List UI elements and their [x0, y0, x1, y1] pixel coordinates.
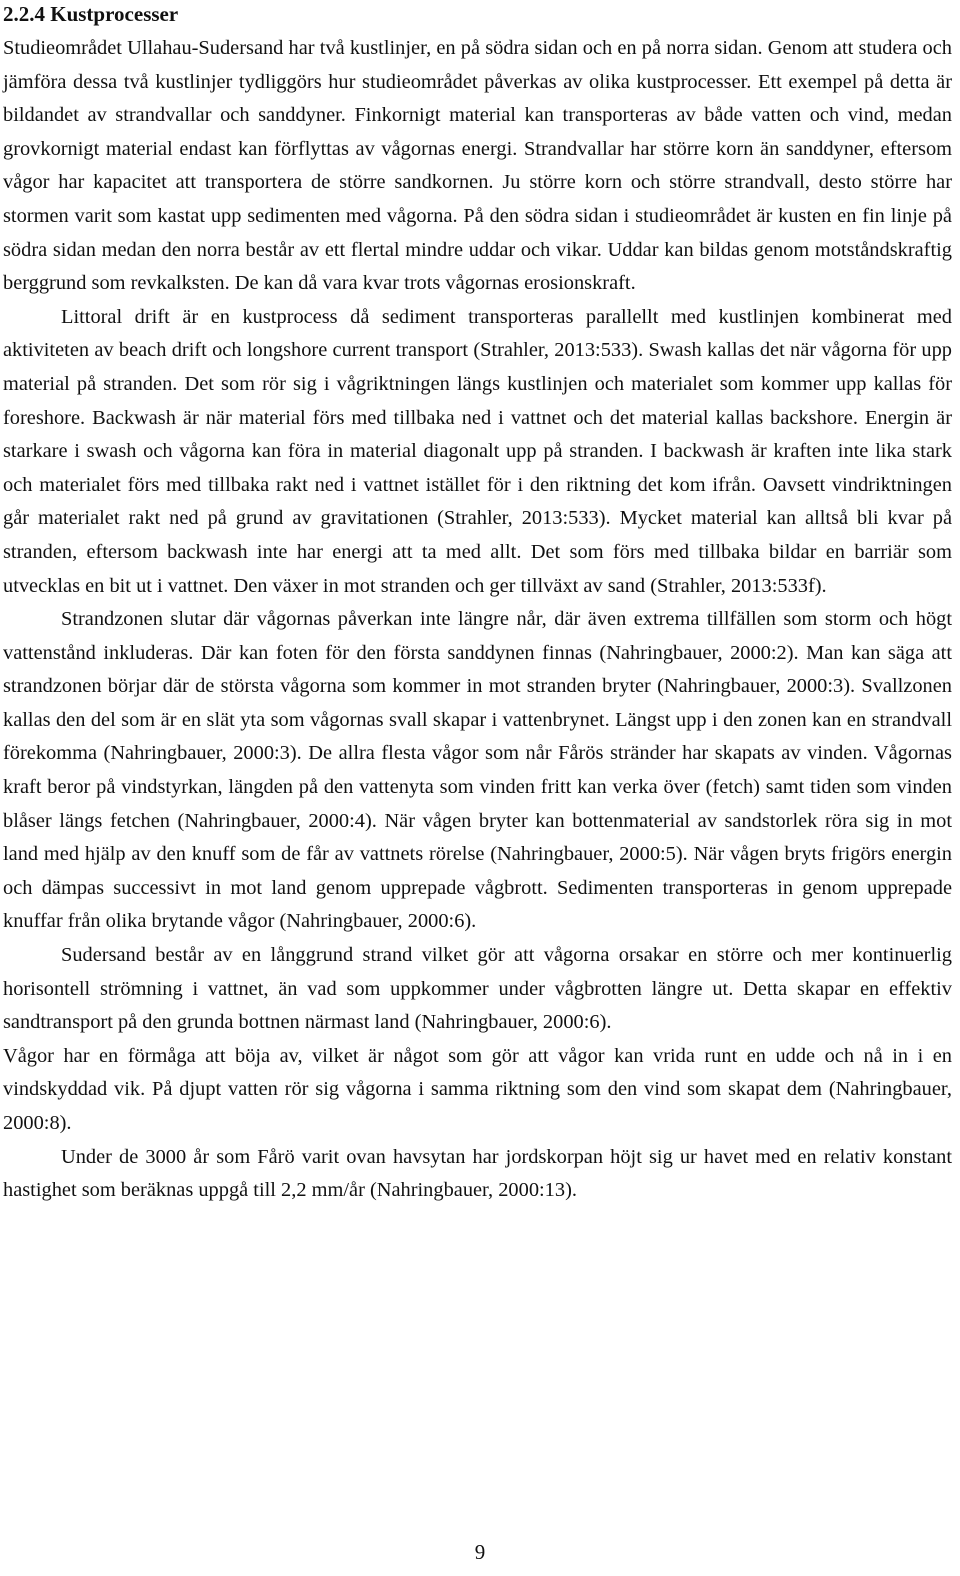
paragraph-sudersand: Sudersand består av en långgrund strand vilket gör att vågorna orsakar en större och mer kontinuerlig horisontell strömning i vattnet, än vad som uppkommer under vågbrotten längre ut. Detta skapar en effektiv sandtransport på den grunda bottnen närmast land (Nahringbauer, 2000:6). [3, 944, 952, 1034]
paragraph-littoral-drift: Littoral drift är en kustprocess då sediment transporteras parallellt med kustlinjen kombinerat med aktiviteten av beach drift och longshore current transport (Strahler, 2013:533). Swash kallas det när vågorna för upp material på stranden. Det som rör sig i vågriktningen längs kustlinjen och materialet som kommer upp kallas för foreshore. Backwash är när material förs med tillbaka ned i vattnet och det material kallas backshore. Energin är starkare i swash och vågorna kan föra in material diagonalt upp på stranden. I backwash är kraften inte lika stark och materialet förs med tillbaka rakt ned i vattnet istället för i den riktning det kom ifrån. Oavsett vindriktningen går materialet rakt ned på grund av gravitationen (Strahler, 2013:533). Mycket material kan alltså bli kvar på stranden, eftersom backwash inte har energi att ta med allt. Det som förs med tillbaka bildar en barriär som utvecklas en bit ut i vattnet. Den växer in mot stranden och ger tillväxt av sand (Strahler, 2013:533f). [3, 305, 952, 597]
section-heading: 2.2.4 Kustprocesser [3, 2, 179, 26]
paragraph-land-uplift: Under de 3000 år som Fårö varit ovan havsytan har jordskorpan höjt sig ur havet med en relativ konstant hastighet som beräknas uppgå till 2,2 mm/år (Nahringbauer, 2000:13). [3, 1145, 952, 1202]
paragraph-wave-refraction: Vågor har en förmåga att böja av, vilket är något som gör att vågor kan vrida runt en udde och nå in i en vindskyddad vik. På djupt vatten rör sig vågorna i samma riktning som den vind som skapat dem (Nahringbauer, 2000:8). [3, 1044, 952, 1134]
page-number: 9 [474, 1540, 486, 1564]
paragraph-coastlines: Studieområdet Ullahau-Sudersand har två kustlinjer, en på södra sidan och en på norra sidan. Genom att studera och jämföra dessa två kustlinjer tydliggörs hur studieområdet påverkas av olika kustprocesser. Ett exempel på detta är bildandet av strandvallar och sanddyner. Finkornigt material kan transporteras av både vatten och vind, medan grovkornigt material endast kan förflyttas av vågornas energi. Strandvallar har större korn än sanddyner, eftersom vågor har kapacitet att transportera de större sandkornen. Ju större korn och större strandvall, desto större har stormen varit som kastat upp sedimenten med vågorna. På den södra sidan i studieområdet är kusten en fin linje på södra sidan medan den norra består av ett flertal mindre uddar och vikar. Uddar kan bildas genom motståndskraftig berggrund som revkalksten. De kan då vara kvar trots vågornas erosionskraft. [3, 37, 952, 295]
paragraph-beach-zone: Strandzonen slutar där vågornas påverkan inte längre når, där även extrema tillfällen som storm och högt vattenstånd inkluderas. Där kan foten för den första sanddynen finnas (Nahringbauer, 2000:2). Man kan säga att strandzonen börjar där de största vågorna som kommer in mot stranden bryter (Nahringbauer, 2000:3). Svallzonen kallas den del som är en slät yta som vågornas svall skapar i vattenbrynet. Längst upp i den zonen kan en strandvall förekomma (Nahringbauer, 2000:3). De allra flesta vågor som når Fårös stränder har skapats av vinden. Vågornas kraft beror på vindstyrkan, längden på den vattenyta som vinden fritt kan verka över (fetch) samt tiden som vinden blåser längs fetchen (Nahringbauer, 2000:4). När vågen bryter kan bottenmaterial av sandstorlek röra sig in mot land med hjälp av den knuff som de får av vattnets rörelse (Nahringbauer, 2000:5). När vågen bryts frigörs energin och dämpas successivt in mot land genom upprepade vågbrott. Sedimenten transporteras in genom upprepade knuffar från olika brytande vågor (Nahringbauer, 2000:6). [3, 608, 952, 933]
